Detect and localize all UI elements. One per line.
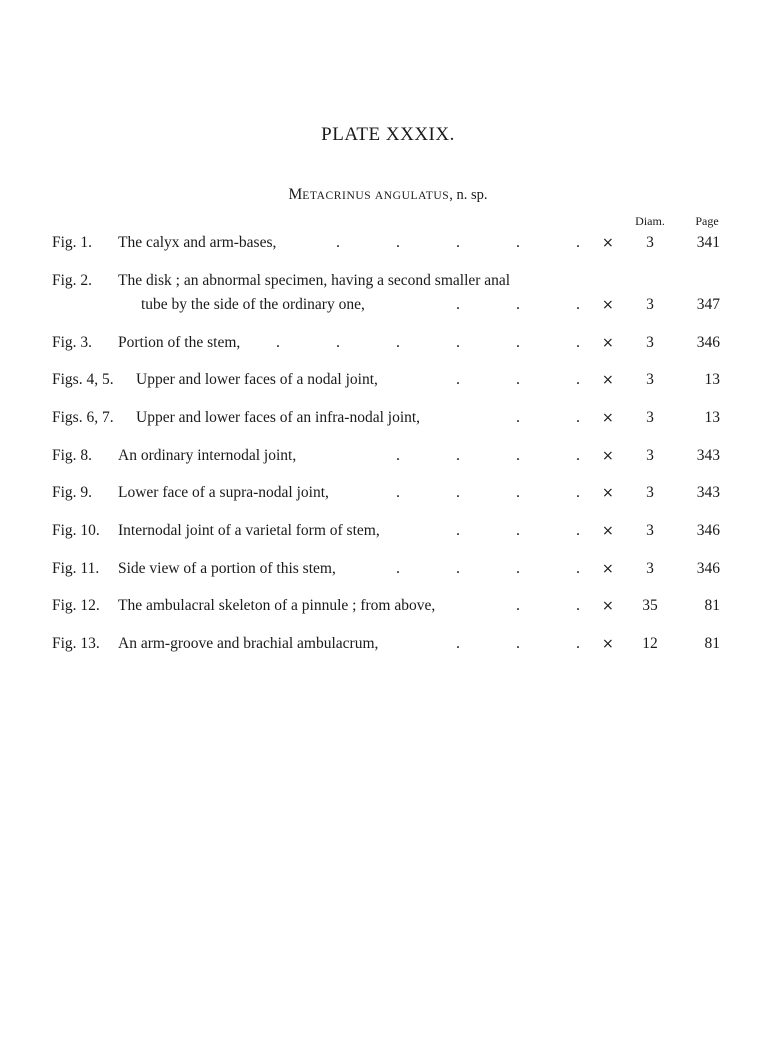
figure-diam: 3 <box>646 409 654 426</box>
figure-description: Upper and lower faces of a nodal joint, <box>136 371 378 388</box>
magnification-symbol: × <box>602 235 614 251</box>
magnification-symbol: × <box>602 561 614 577</box>
figure-row-2 <box>0 272 776 294</box>
figure-row-5 <box>0 409 776 431</box>
figure-page: 346 <box>696 334 720 351</box>
leader-dot: . <box>576 371 580 388</box>
genus-initial: M <box>288 186 303 203</box>
figure-diam: 12 <box>642 635 658 652</box>
leader-dot: . <box>456 447 460 464</box>
leader-dot: . <box>576 522 580 539</box>
figure-diam: 35 <box>642 597 658 614</box>
leader-dot: . <box>516 371 520 388</box>
leader-dot: . <box>576 334 580 351</box>
figure-label: Fig. 2. <box>52 272 93 289</box>
species-name: ANGULATUS <box>374 190 450 202</box>
figure-description: Upper and lower faces of an infra-nodal joint, <box>136 409 421 426</box>
leader-dot: . <box>336 234 340 251</box>
figure-diam: 3 <box>646 296 654 313</box>
diam-column-header: Diam. <box>635 214 665 228</box>
species-suffix: , n. sp. <box>449 187 488 203</box>
leader-dot: . <box>456 371 460 388</box>
figure-label: Fig. 8. <box>52 447 93 464</box>
figure-label: Fig. 13. <box>52 635 100 652</box>
figure-description-continued: tube by the side of the ordinary one, <box>141 296 365 313</box>
leader-dot: . <box>516 296 520 313</box>
leader-dot: . <box>336 334 340 351</box>
leader-dot: . <box>396 234 400 251</box>
figure-row-4 <box>0 371 776 393</box>
figure-row-1 <box>0 234 776 256</box>
figure-page: 81 <box>704 597 720 614</box>
figure-description: An ordinary internodal joint, <box>118 447 297 464</box>
magnification-symbol: × <box>602 410 614 426</box>
magnification-symbol: × <box>602 372 614 388</box>
leader-dot: . <box>516 409 520 426</box>
figure-label: Fig. 9. <box>52 484 93 501</box>
leader-dot: . <box>456 522 460 539</box>
magnification-symbol: × <box>602 448 614 464</box>
magnification-symbol: × <box>602 598 614 614</box>
figure-row-3 <box>0 334 776 356</box>
leader-dot: . <box>396 484 400 501</box>
figure-description: Lower face of a supra-nodal joint, <box>118 484 329 501</box>
magnification-symbol: × <box>602 335 614 351</box>
leader-dot: . <box>456 334 460 351</box>
leader-dot: . <box>456 484 460 501</box>
species-heading <box>0 186 776 204</box>
magnification-symbol: × <box>602 636 614 652</box>
magnification-symbol: × <box>602 485 614 501</box>
figure-row-9 <box>0 560 776 582</box>
leader-dot: . <box>396 334 400 351</box>
figure-page: 341 <box>696 234 720 251</box>
figure-page: 343 <box>696 447 720 464</box>
leader-dot: . <box>576 409 580 426</box>
figure-label: Fig. 12. <box>52 597 100 614</box>
figure-description: Side view of a portion of this stem, <box>118 560 336 577</box>
leader-dot: . <box>516 234 520 251</box>
figure-row-7 <box>0 484 776 506</box>
magnification-symbol: × <box>602 523 614 539</box>
leader-dot: . <box>516 560 520 577</box>
leader-dot: . <box>576 484 580 501</box>
leader-dot: . <box>456 234 460 251</box>
leader-dot: . <box>516 597 520 614</box>
leader-dot: . <box>396 560 400 577</box>
figure-row-6 <box>0 447 776 469</box>
page-column-header: Page <box>695 214 719 228</box>
figure-description: An arm-groove and brachial ambulacrum, <box>118 635 379 652</box>
magnification-symbol: × <box>602 297 614 313</box>
figure-description: The ambulacral skeleton of a pinnule ; from above, <box>118 597 436 614</box>
figure-page: 346 <box>696 522 720 539</box>
figure-page: 343 <box>696 484 720 501</box>
figure-description: Internodal joint of a varietal form of stem, <box>118 522 380 539</box>
genus-rest: ETACRINUS <box>302 190 372 202</box>
figure-page: 347 <box>696 296 720 313</box>
figure-label: Figs. 6, 7. <box>52 409 114 426</box>
figure-diam: 3 <box>646 522 654 539</box>
leader-dot: . <box>516 484 520 501</box>
figure-page: 13 <box>704 409 720 426</box>
leader-dot: . <box>576 635 580 652</box>
figure-diam: 3 <box>646 484 654 501</box>
leader-dot: . <box>456 560 460 577</box>
plate-title: PLATE XXXIX. <box>321 124 455 145</box>
leader-dot: . <box>576 234 580 251</box>
leader-dot: . <box>576 597 580 614</box>
leader-dot: . <box>576 447 580 464</box>
figure-diam: 3 <box>646 447 654 464</box>
figure-description: Portion of the stem, <box>118 334 241 351</box>
leader-dot: . <box>396 447 400 464</box>
figure-description: The calyx and arm-bases, <box>118 234 277 251</box>
figure-row-11 <box>0 635 776 657</box>
figure-row-2-continued <box>0 296 776 318</box>
leader-dot: . <box>516 334 520 351</box>
figure-description: The disk ; an abnormal specimen, having a second smaller anal <box>118 272 511 289</box>
leader-dot: . <box>576 296 580 313</box>
figure-label: Fig. 3. <box>52 334 93 351</box>
leader-dot: . <box>516 447 520 464</box>
figure-label: Fig. 1. <box>52 234 93 251</box>
figure-diam: 3 <box>646 234 654 251</box>
figure-page: 346 <box>696 560 720 577</box>
leader-dot: . <box>276 334 280 351</box>
leader-dot: . <box>576 560 580 577</box>
leader-dot: . <box>456 296 460 313</box>
figure-label: Fig. 10. <box>52 522 100 539</box>
figure-label: Figs. 4, 5. <box>52 371 114 388</box>
figure-diam: 3 <box>646 560 654 577</box>
leader-dot: . <box>516 522 520 539</box>
figure-row-10 <box>0 597 776 619</box>
leader-dot: . <box>516 635 520 652</box>
figure-page: 13 <box>704 371 720 388</box>
figure-diam: 3 <box>646 371 654 388</box>
figure-row-8 <box>0 522 776 544</box>
figure-page: 81 <box>704 635 720 652</box>
figure-label: Fig. 11. <box>52 560 100 577</box>
figure-diam: 3 <box>646 334 654 351</box>
leader-dot: . <box>456 635 460 652</box>
